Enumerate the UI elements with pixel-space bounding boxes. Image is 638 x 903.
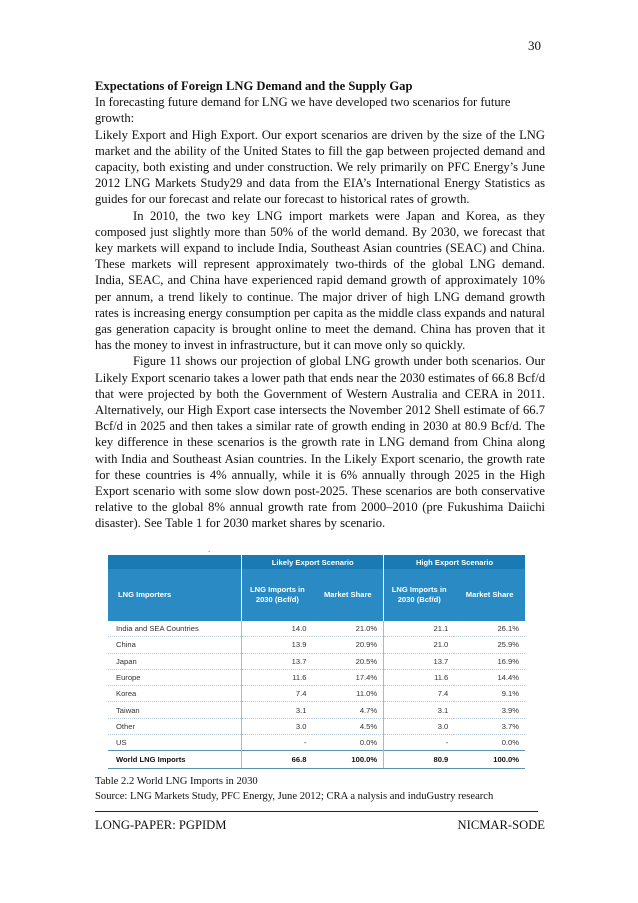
likely-share: 100.0% <box>312 751 383 769</box>
row-name: US <box>108 735 242 751</box>
row-name: India and SEA Countries <box>108 621 242 637</box>
table-row <box>108 653 525 669</box>
footer-right: NICMAR-SODE <box>457 818 545 832</box>
likely-share-header: Market Share <box>312 569 383 621</box>
row-name: World LNG Imports <box>108 751 242 769</box>
likely-share: 4.5% <box>312 718 383 734</box>
high-share: 100.0% <box>454 751 525 769</box>
likely-share: 21.0% <box>312 621 383 637</box>
high-imports: 11.6 <box>384 669 455 685</box>
table-row <box>108 621 525 637</box>
likely-share: 11.0% <box>312 686 383 702</box>
high-share: 16.9% <box>454 653 525 669</box>
high-imports: 21.1 <box>384 621 455 637</box>
footer-rule <box>95 811 538 812</box>
likely-imports: 13.7 <box>242 653 313 669</box>
table-row <box>108 686 525 702</box>
likely-imports: 3.1 <box>242 702 313 718</box>
section-heading: Expectations of Foreign LNG Demand and the Supply Gap <box>95 79 413 93</box>
lng-imports-table <box>108 555 525 769</box>
high-scenario-header: High Export Scenario <box>384 555 525 569</box>
paragraph-intro: In forecasting future demand for LNG we have developed two scenarios for future growth: <box>95 95 511 126</box>
table-row <box>108 735 525 751</box>
paragraph-markets: In 2010, the two key LNG import markets were Japan and Korea, as they composed just slightly more than 50% of the world demand. By 2030, we forecast that key markets will expand to include India, Southeast Asian countries (SEAC) and China. These markets will represent approximately two-thirds of the global LNG demand. India, SEAC, and China have experienced rapid demand growth of approximately 10% per annum, a trend likely to continue. The major driver of high LNG demand growth rates is increasing energy consumption per capita as the middle class expands and natural gas generation capacity is brought online to meet the demand. China has proven that it has the money to invest in infrastructure, but it can move only so quickly. <box>95 208 545 353</box>
likely-imports: 66.8 <box>242 751 313 769</box>
likely-imports-header: LNG Imports in 2030 (Bcf/d) <box>242 569 313 621</box>
likely-imports: 13.9 <box>242 637 313 653</box>
high-imports: 3.0 <box>384 718 455 734</box>
likely-share: 0.0% <box>312 735 383 751</box>
body-text <box>95 78 545 532</box>
likely-imports: 11.6 <box>242 669 313 685</box>
paragraph-figure: Figure 11 shows our projection of global LNG growth under both scenarios. Our Likely Export scenario takes a lower path that ends near the 2030 estimates of 66.8 Bcf/d that were projected by both the Government of Western Australia and CERA in 2011. Alternatively, our High Export case intersects the November 2012 Shell estimate of 66.7 Bcf/d in 2025 and then takes a similar rate of growth ending in 2030 at 80.9 Bcf/d. The key difference in these scenarios is the growth rate in LNG demand from China along with India and Southeast Asian countries. In the Likely Export scenario, the growth rate for these countries is 4% annually, while it is 6% annually through 2025 in the High Export scenario with some slow down post-2025. These scenarios are both conservative relative to the global 8% annual growth rate from 2000–2010 (pre Fukushima Daiichi disaster). See Table 1 for 2030 market shares by scenario. <box>95 354 545 531</box>
high-share: 26.1% <box>454 621 525 637</box>
likely-imports: - <box>242 735 313 751</box>
table-caption <box>95 775 555 804</box>
likely-imports: 14.0 <box>242 621 313 637</box>
table-row <box>108 669 525 685</box>
row-name: Europe <box>108 669 242 685</box>
high-share: 3.9% <box>454 702 525 718</box>
high-imports: 13.7 <box>384 653 455 669</box>
likely-share: 20.5% <box>312 653 383 669</box>
high-share: 25.9% <box>454 637 525 653</box>
table-row <box>108 702 525 718</box>
high-imports: - <box>384 735 455 751</box>
row-name: Other <box>108 718 242 734</box>
paragraph-scenarios: Likely Export and High Export. Our export scenarios are driven by the size of the LNG market and the ability of the United States to fill the gap between projected demand and capacity, both existing and under construction. We rely primarily on PFC Energy’s June 2012 LNG Markets Study29 and data from the EIA’s International Energy Statistics as guides for our forecast and relate our forecast to historical rates of growth. <box>95 127 545 207</box>
caption-title: Table 2.2 World LNG Imports in 2030 <box>95 776 258 787</box>
high-imports: 3.1 <box>384 702 455 718</box>
table-row <box>108 637 525 653</box>
high-share: 3.7% <box>454 718 525 734</box>
high-imports: 80.9 <box>384 751 455 769</box>
likely-share: 20.9% <box>312 637 383 653</box>
high-imports-header: LNG Imports in 2030 (Bcf/d) <box>384 569 455 621</box>
corner-spacer <box>108 555 242 569</box>
high-share-header: Market Share <box>454 569 525 621</box>
row-name: Korea <box>108 686 242 702</box>
row-name: China <box>108 637 242 653</box>
table-row <box>108 718 525 734</box>
likely-share: 17.4% <box>312 669 383 685</box>
high-share: 9.1% <box>454 686 525 702</box>
importers-header: LNG Importers <box>108 569 242 621</box>
footer-left: LONG-PAPER: PGPIDM <box>95 818 227 832</box>
row-name: Japan <box>108 653 242 669</box>
row-name: Taiwan <box>108 702 242 718</box>
page-number: 30 <box>528 38 541 53</box>
likely-scenario-header: Likely Export Scenario <box>242 555 384 569</box>
total-row <box>108 751 525 769</box>
stray-dot: . <box>208 544 211 554</box>
likely-imports: 3.0 <box>242 718 313 734</box>
caption-source: Source: LNG Markets Study, PFC Energy, June 2012; CRA a nalysis and induGustry research <box>95 790 494 802</box>
likely-share: 4.7% <box>312 702 383 718</box>
high-share: 0.0% <box>454 735 525 751</box>
high-imports: 7.4 <box>384 686 455 702</box>
high-share: 14.4% <box>454 669 525 685</box>
likely-imports: 7.4 <box>242 686 313 702</box>
high-imports: 21.0 <box>384 637 455 653</box>
